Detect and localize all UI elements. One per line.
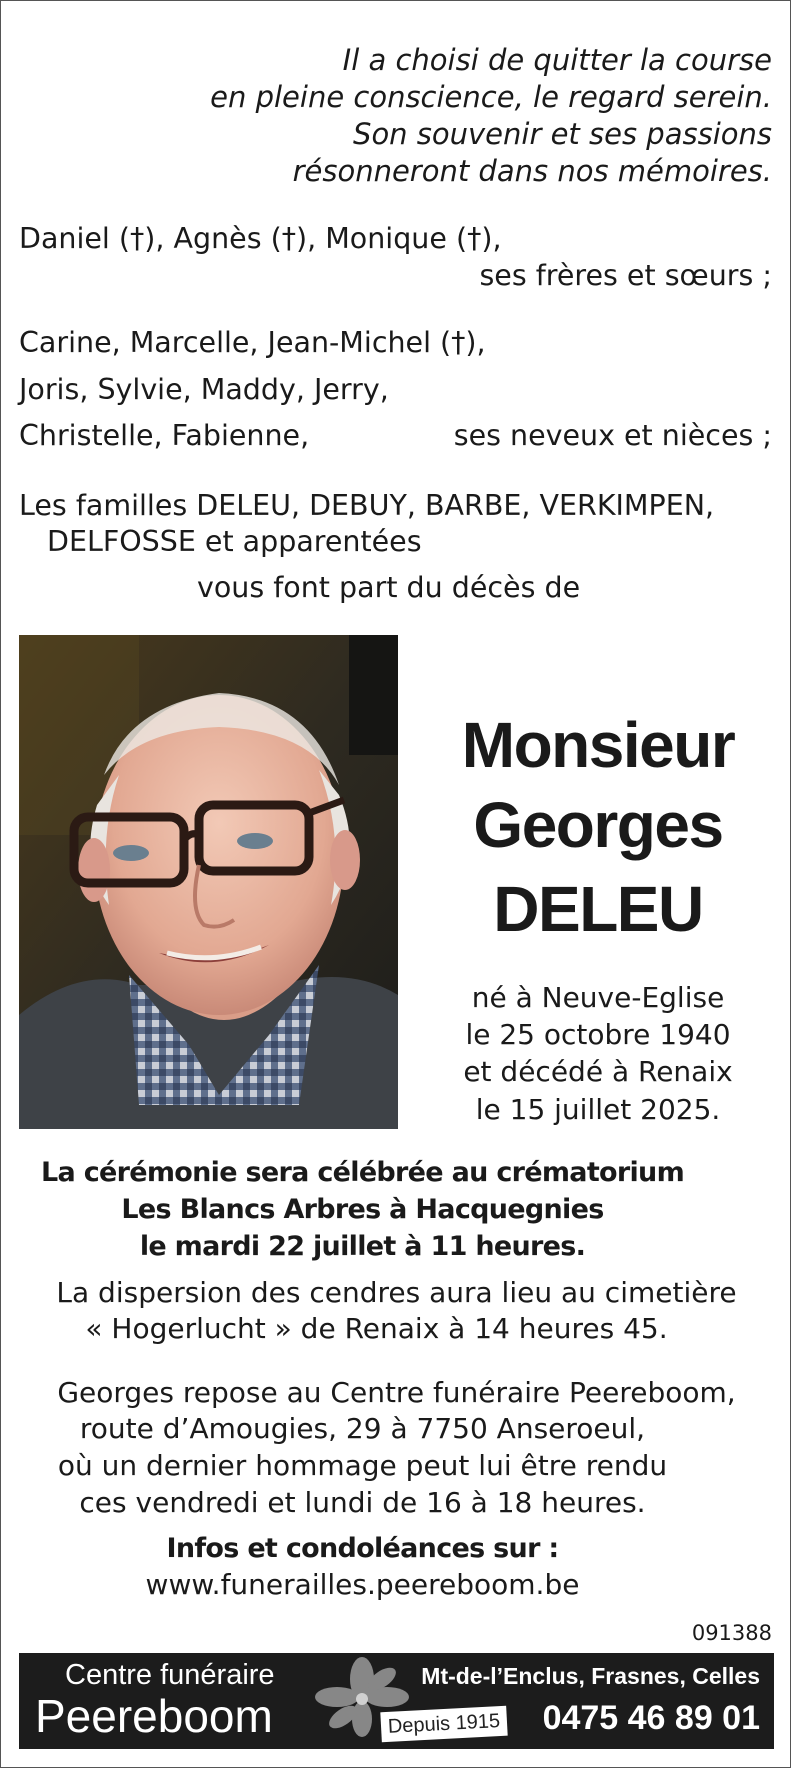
locations-text: Mt-de-l’Enclus, Frasnes, Celles xyxy=(421,1663,760,1689)
announce-text: vous font part du décès de xyxy=(197,571,581,604)
deceased-last-name: DELEU xyxy=(493,873,703,945)
rest-line: Georges repose au Centre funéraire Peereboom, xyxy=(57,1376,736,1409)
since-badge: Depuis 1915 xyxy=(380,1706,507,1743)
siblings-role: ses frères et sœurs ; xyxy=(479,259,772,292)
families-line: Les familles DELEU, DEBUY, BARBE, VERKIMPEN, xyxy=(19,489,715,522)
born-place: né à Neuve-Eglise xyxy=(471,981,725,1014)
rest-line: route d’Amougies, 29 à 7750 Anseroeul, xyxy=(79,1412,646,1445)
died-date: le 15 juillet 2025. xyxy=(475,1093,721,1126)
dispersion-line: « Hogerlucht » de Renaix à 14 heures 45. xyxy=(85,1312,668,1345)
deceased-title: Monsieur xyxy=(461,709,735,781)
died-place: et décédé à Renaix xyxy=(463,1055,733,1088)
families-line: DELFOSSE et apparentées xyxy=(47,525,422,558)
info-label: Infos et condoléances sur : xyxy=(166,1533,559,1564)
reference-number: 091388 xyxy=(691,1621,772,1645)
nephews-line: Carine, Marcelle, Jean-Michel (†), xyxy=(19,326,486,359)
nephews-line: Christelle, Fabienne, xyxy=(19,419,310,452)
funeral-home-banner xyxy=(19,1653,774,1749)
poem-line: Il a choisi de quitter la course xyxy=(342,43,772,77)
nephews-role: ses neveux et nièces ; xyxy=(453,419,772,452)
dispersion-line: La dispersion des cendres aura lieu au cimetière xyxy=(56,1276,737,1309)
nephews-line: Joris, Sylvie, Maddy, Jerry, xyxy=(19,373,389,406)
website-link[interactable]: www.funerailles.peereboom.be xyxy=(145,1568,580,1601)
ceremony-line: Les Blancs Arbres à Hacquegnies xyxy=(121,1194,604,1225)
ceremony-line: La cérémonie sera célébrée au crématorium xyxy=(40,1157,685,1188)
phone-number[interactable]: 0475 46 89 01 xyxy=(542,1699,760,1737)
poem-line: Son souvenir et ses passions xyxy=(353,117,772,151)
rest-line: ces vendredi et lundi de 16 à 18 heures. xyxy=(79,1486,646,1519)
portrait-photo xyxy=(19,635,398,1129)
poem-line: résonneront dans nos mémoires. xyxy=(292,154,772,188)
ceremony-line: le mardi 22 juillet à 11 heures. xyxy=(139,1231,586,1262)
siblings-names: Daniel (†), Agnès (†), Monique (†), xyxy=(19,222,502,255)
company-name-line2: Peereboom xyxy=(35,1690,273,1742)
poem-line: en pleine conscience, le regard serein. xyxy=(210,80,772,114)
deceased-first-name: Georges xyxy=(473,789,723,861)
rest-line: où un dernier hommage peut lui être rendu xyxy=(57,1449,668,1482)
company-name-line1: Centre funéraire xyxy=(65,1659,275,1691)
born-date: le 25 octobre 1940 xyxy=(465,1018,731,1051)
